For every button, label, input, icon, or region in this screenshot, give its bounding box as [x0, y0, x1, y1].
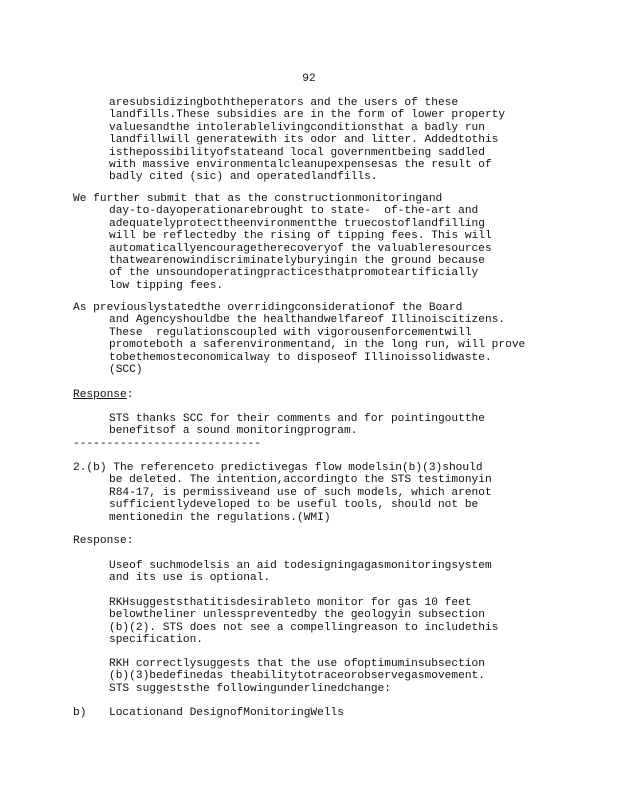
text-line: with massive environmentalcleanupexpensesas the result of	[109, 158, 492, 171]
text-line: benefitsof a sound monitoringprogram.	[109, 425, 358, 438]
text-line: (b)(2). STS does not see a compellingreason to includethis	[109, 621, 499, 634]
text-line: and Agencyshouldbe the healthandwelfareof Illinoiscitizens.	[109, 314, 506, 327]
text-line: adequatelyprotecttheenvironmentthe truecostoflandfilling	[109, 217, 485, 230]
text-line: STS suggeststhe followingunderlinedchange:	[109, 682, 391, 695]
response-label: Response	[73, 389, 127, 401]
response-heading	[73, 389, 553, 401]
text-line: These regulationscoupled with vigorousenforcementwill	[109, 326, 472, 339]
item-title: Locationand DesignofMonitoringWells	[109, 707, 344, 719]
item-b-heading	[73, 707, 553, 719]
item-2b	[73, 462, 553, 524]
text-line: (SCC)	[109, 363, 143, 376]
response-heading-2	[73, 535, 553, 547]
text-line: STS thanks SCC for their comments and for pointingoutthe	[109, 413, 485, 425]
response-paragraph	[73, 597, 553, 647]
text-line: RKHsuggeststhatitisdesirableto monitor for gas 10 feet	[109, 597, 472, 609]
text-line: As previouslystatedthe overridingconsiderationof the Board	[73, 302, 463, 314]
text-line: automaticallyencouragetherecoveryof the valuableresources	[109, 242, 492, 255]
text-line: of the unsoundoperatingpracticesthatpromoteartificially	[109, 267, 479, 280]
text-line: low tipping fees.	[109, 279, 224, 292]
text-line: landfills.These subsidies are in the form of lower property	[109, 109, 506, 122]
response-label: Response:	[73, 535, 134, 547]
text-line: specification.	[109, 634, 203, 647]
text-line: Useof suchmodelsis an aid todesigningagasmonitoringsystem	[109, 560, 492, 572]
text-line: promoteboth a saferenvironmentand, in the long run, will prove	[109, 339, 526, 352]
text-line: belowtheliner unlesspreventedby the geologyin subsection	[109, 609, 485, 622]
text-line: thatwearenowindiscriminatelyburyingin the ground because	[109, 254, 485, 267]
response-paragraph	[73, 560, 553, 585]
text-line: landfillwill generatewith its odor and litter. Addedtothis	[109, 134, 499, 147]
text-line: mentionedin the regulations.(WMI)	[109, 511, 331, 524]
paragraph-further-submit	[73, 193, 553, 292]
response-colon: :	[126, 389, 134, 401]
text-line: day-to-dayoperationarebrought to state- of-the-art and	[109, 205, 479, 218]
text-line: aresubsidizingboththeperators and the users of these	[109, 97, 459, 109]
text-line: R84-17, is permissiveand use of such models, which arenot	[109, 486, 492, 499]
separator-line: ----------------------------	[73, 437, 261, 450]
page-number: 92	[302, 73, 316, 85]
item-label: b)	[73, 707, 87, 719]
text-line: 2.(b) The referenceto predictivegas flow modelsin(b)(3)should	[73, 462, 483, 474]
text-line: valuesandthe intolerablelivingconditionsthat a badly run	[109, 121, 485, 134]
text-line: be deleted. The intention,accordingto the STS testimonyin	[109, 474, 492, 487]
response-paragraph	[73, 658, 553, 695]
text-line: tobethemosteconomicalway to disposeof Illinoissolidwaste.	[109, 351, 492, 364]
text-line: We further submit that as the constructionmonitoringand	[73, 193, 443, 205]
paragraph-previously-stated	[73, 302, 553, 376]
paragraph-continuation	[73, 97, 553, 184]
text-line: will be reflectedby the rising of tipping fees. This will	[109, 230, 492, 243]
text-line: RKH correctlysuggests that the use ofoptimuminsubsection	[109, 658, 485, 670]
response-paragraph	[73, 413, 553, 450]
text-line: badly cited (sic) and operatedlandfills.	[109, 171, 378, 184]
text-line: and its use is optional.	[109, 572, 271, 585]
text-line: isthepossibilityofstateand local governmentbeing saddled	[109, 146, 485, 159]
text-line: (b)(3)bedefinedas theabilitytotraceorobservegasmovement.	[109, 670, 485, 683]
text-line: sufficientlydeveloped to be useful tools, should not be	[109, 499, 479, 512]
